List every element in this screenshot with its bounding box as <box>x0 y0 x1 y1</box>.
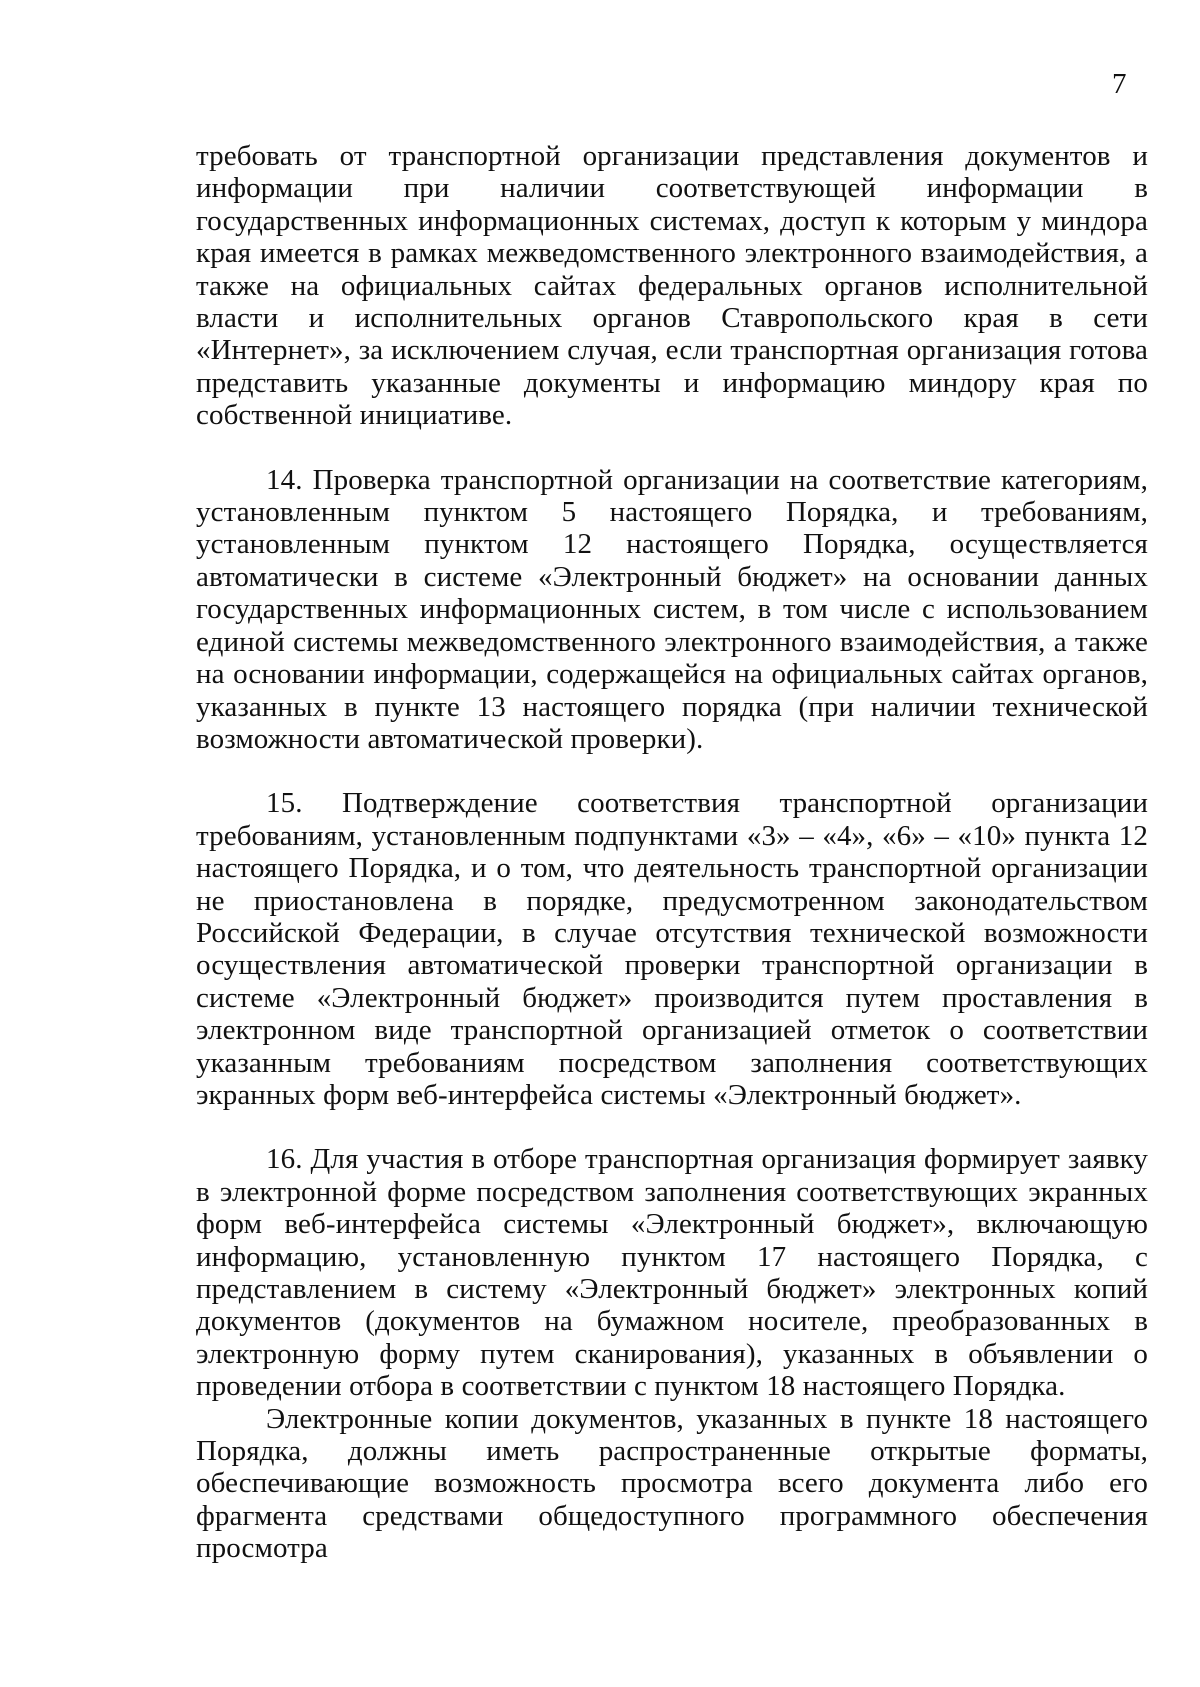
paragraph-continuation: требовать от транспортной организации представления документов и информации при наличии соответствующей информации в государственных информационных системах, доступ к которым у миндора края имеется в рамках межведомственного электронного взаимодействия, а также на официальных сайтах федеральных органов исполнительной власти и исполнительных органов Ставропольского края в сети «Интернет», за исключением случая, если транспортная организация готова представить указанные документы и информацию миндору края по собственной инициативе. <box>196 140 1148 432</box>
paragraph-14: 14. Проверка транспортной организации на соответствие категориям, установленным пунктом 5 настоящего Порядка, и требованиям, установленным пунктом 12 настоящего Порядка, осуществляется автоматически в системе «Электронный бюджет» на основании данных государственных информационных систем, в том числе с использованием единой системы межведомственного электронного взаимодействия, а также на основании информации, содержащейся на официальных сайтах органов, указанных в пункте 13 настоящего порядка (при наличии технической возможности автоматической проверки). <box>196 463 1148 755</box>
document-body <box>196 140 1148 1565</box>
page-number: 7 <box>1112 68 1127 100</box>
paragraph-15: 15. Подтверждение соответствия транспортной организации требованиям, установленным подпунктами «3» – «4», «6» – «10» пункта 12 настоящего Порядка, и о том, что деятельность транспортной организации не приостановлена в порядке, предусмотренном законодательством Российской Федерации, в случае отсутствия технической возможности осуществления автоматической проверки транспортной организации в системе «Электронный бюджет» производится путем проставления в электронном виде транспортной организацией отметок о соответствии указанным требованиям посредством заполнения соответствующих экранных форм веб-интерфейса системы «Электронный бюджет». <box>196 787 1148 1111</box>
paragraph-16-continuation: Электронные копии документов, указанных в пункте 18 настоящего Порядка, должны иметь распространенные открытые форматы, обеспечивающие возможность просмотра всего документа либо его фрагмента средствами общедоступного программного обеспечения просмотра <box>196 1402 1148 1565</box>
paragraph-16: 16. Для участия в отборе транспортная организация формирует заявку в электронной форме посредством заполнения соответствующих экранных форм веб-интерфейса системы «Электронный бюджет», включающую информацию, установленную пунктом 17 настоящего Порядка, с представлением в систему «Электронный бюджет» электронных копий документов (документов на бумажном носителе, преобразованных в электронную форму путем сканирования), указанных в объявлении о проведении отбора в соответствии с пунктом 18 настоящего Порядка. <box>196 1143 1148 1403</box>
